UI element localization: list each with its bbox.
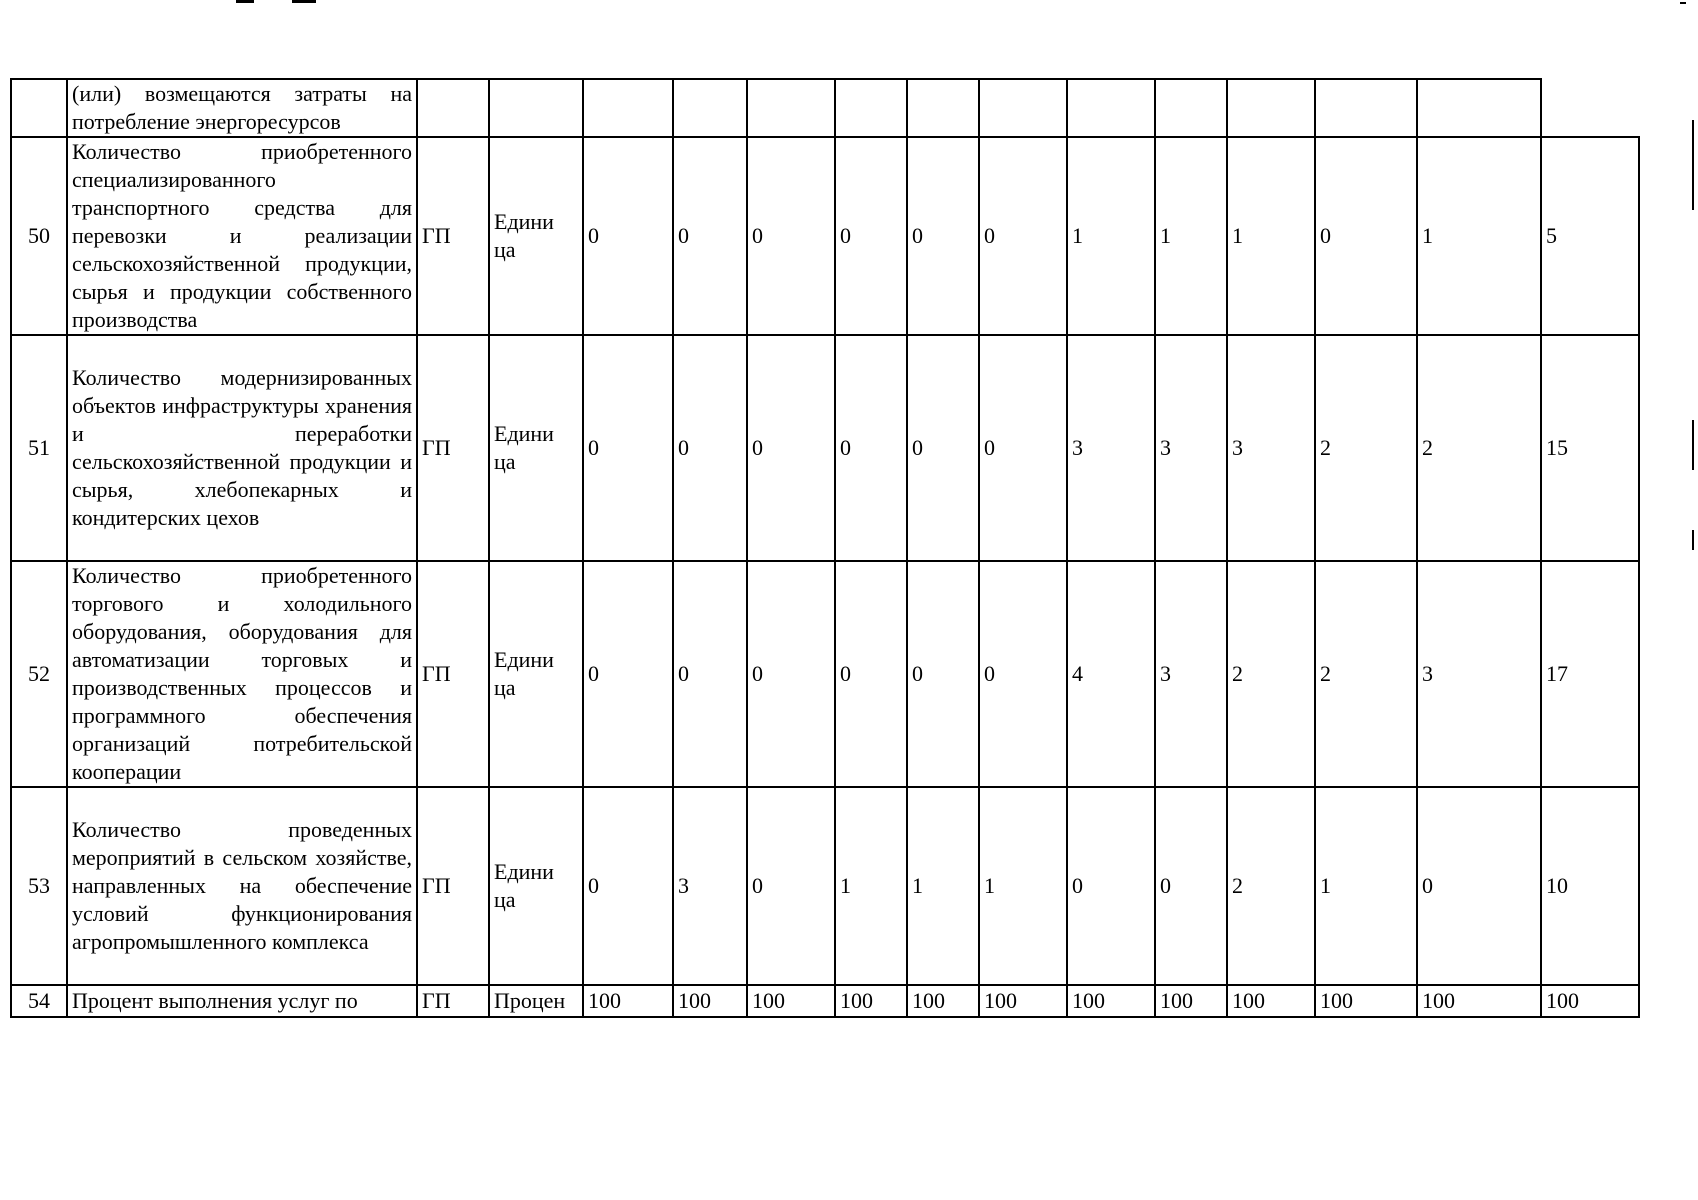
unit-text-line: ца [494, 887, 516, 912]
cell-value [1315, 79, 1417, 137]
scan-edge-mark [1692, 420, 1694, 470]
unit-text-line: Едини [494, 421, 554, 446]
cell-code: ГП [417, 335, 489, 561]
cell-value: 1 [1417, 137, 1541, 335]
cell-value: 0 [583, 335, 673, 561]
cell-code: ГП [417, 985, 489, 1017]
cell-value [1155, 79, 1227, 137]
cell-num [11, 79, 67, 137]
cell-value: 0 [747, 561, 835, 787]
table-row [11, 79, 1639, 137]
cell-value: 100 [979, 985, 1067, 1017]
cell-value: 0 [673, 137, 747, 335]
cell-value: 0 [747, 335, 835, 561]
cell-value: 100 [835, 985, 907, 1017]
cell-value: 3 [1227, 335, 1315, 561]
cell-value: 100 [747, 985, 835, 1017]
cell-total: 5 [1541, 137, 1639, 335]
cell-value [583, 79, 673, 137]
cell-unit [489, 79, 583, 137]
cell-indicator-name: Количество проведенных мероприятий в сельском хозяйстве, направленных на обеспечение условий функционирования агропромышленного комплекса [67, 787, 417, 985]
cell-value: 1 [835, 787, 907, 985]
cell-value: 0 [583, 137, 673, 335]
cell-num: 52 [11, 561, 67, 787]
cell-value: 100 [1227, 985, 1315, 1017]
cell-indicator-name: Количество приобретенного торгового и холодильного оборудования, оборудования для автоматизации торговых и производственных процессов и программного обеспечения организаций потребительской кооперации [67, 561, 417, 787]
cell-value: 2 [1315, 561, 1417, 787]
cell-num: 50 [11, 137, 67, 335]
cell-value: 0 [979, 137, 1067, 335]
cell-value [1417, 79, 1541, 137]
cell-unit [489, 335, 583, 561]
cell-value: 3 [1417, 561, 1541, 787]
cell-value: 0 [673, 335, 747, 561]
cell-code: ГП [417, 137, 489, 335]
cell-value: 0 [747, 137, 835, 335]
cell-value [673, 79, 747, 137]
table-row [11, 985, 1639, 1017]
cell-value: 1 [1227, 137, 1315, 335]
cell-indicator-name: Процент выполнения услуг по [67, 985, 417, 1017]
cell-value: 1 [979, 787, 1067, 985]
cell-value: 100 [1417, 985, 1541, 1017]
cell-value: 0 [979, 335, 1067, 561]
cell-value: 0 [1067, 787, 1155, 985]
cell-value: 100 [1315, 985, 1417, 1017]
unit-text-line: Едини [494, 647, 554, 672]
cell-value: 2 [1227, 561, 1315, 787]
unit-text-line: ца [494, 675, 516, 700]
cell-value: 3 [1155, 335, 1227, 561]
cell-value: 1 [1315, 787, 1417, 985]
cell-value: 3 [1155, 561, 1227, 787]
cell-value: 3 [673, 787, 747, 985]
cell-value: 0 [1417, 787, 1541, 985]
cell-value: 0 [835, 335, 907, 561]
cell-value: 4 [1067, 561, 1155, 787]
cell-value: 2 [1315, 335, 1417, 561]
cell-value: 0 [907, 561, 979, 787]
cell-total: 100 [1541, 985, 1639, 1017]
cell-value: 3 [1067, 335, 1155, 561]
cell-value: 1 [907, 787, 979, 985]
cell-indicator-name: (или) возмещаются затраты на потребление энергоресурсов [67, 79, 417, 137]
cell-total: 10 [1541, 787, 1639, 985]
unit-text-line: ца [494, 449, 516, 474]
cell-value [907, 79, 979, 137]
cell-value: 100 [1155, 985, 1227, 1017]
scan-artifact [1680, 2, 1686, 4]
cell-value: 0 [673, 561, 747, 787]
cell-value: 0 [979, 561, 1067, 787]
cell-indicator-name: Количество приобретенного специализированного транспортного средства для перевозки и реализации сельскохозяйственной продукции, сырья и продукции собственного производства [67, 137, 417, 335]
cell-total: 15 [1541, 335, 1639, 561]
cell-indicator-name: Количество модернизированных объектов инфраструктуры хранения и переработки сельскохозяйственной продукции и сырья, хлебопекарных и кондитерских цехов [67, 335, 417, 561]
cell-value [1067, 79, 1155, 137]
scan-artifact [292, 0, 316, 3]
cell-num: 53 [11, 787, 67, 985]
cell-value: 2 [1227, 787, 1315, 985]
cell-code: ГП [417, 561, 489, 787]
cell-value [1227, 79, 1315, 137]
cell-value [835, 79, 907, 137]
cell-value: 0 [583, 787, 673, 985]
scan-edge-mark [1692, 530, 1694, 550]
cell-total: 17 [1541, 561, 1639, 787]
cell-value [979, 79, 1067, 137]
cell-num: 54 [11, 985, 67, 1017]
table-row [11, 561, 1639, 787]
table-row [11, 787, 1639, 985]
cell-unit [489, 561, 583, 787]
table-row [11, 137, 1639, 335]
unit-text-line: Едини [494, 859, 554, 884]
cell-num: 51 [11, 335, 67, 561]
cell-unit [489, 137, 583, 335]
cell-value: 1 [1155, 137, 1227, 335]
cell-value: 100 [583, 985, 673, 1017]
indicators-table [10, 78, 1640, 1018]
cell-value: 0 [835, 561, 907, 787]
cell-value: 100 [673, 985, 747, 1017]
cell-unit [489, 787, 583, 985]
cell-value: 100 [907, 985, 979, 1017]
cell-value: 2 [1417, 335, 1541, 561]
unit-text-line: Едини [494, 209, 554, 234]
cell-value: 0 [907, 137, 979, 335]
scan-artifact [236, 0, 254, 3]
cell-code: ГП [417, 787, 489, 985]
cell-value: 1 [1067, 137, 1155, 335]
cell-value: 0 [907, 335, 979, 561]
cell-value: 0 [1155, 787, 1227, 985]
table-row [11, 335, 1639, 561]
cell-value: 0 [835, 137, 907, 335]
scan-edge-mark [1692, 120, 1694, 210]
cell-value: 0 [583, 561, 673, 787]
cell-unit: Процен [489, 985, 583, 1017]
cell-value: 0 [747, 787, 835, 985]
cell-value: 0 [1315, 137, 1417, 335]
cell-value [747, 79, 835, 137]
cell-value: 100 [1067, 985, 1155, 1017]
cell-code [417, 79, 489, 137]
unit-text-line: ца [494, 237, 516, 262]
